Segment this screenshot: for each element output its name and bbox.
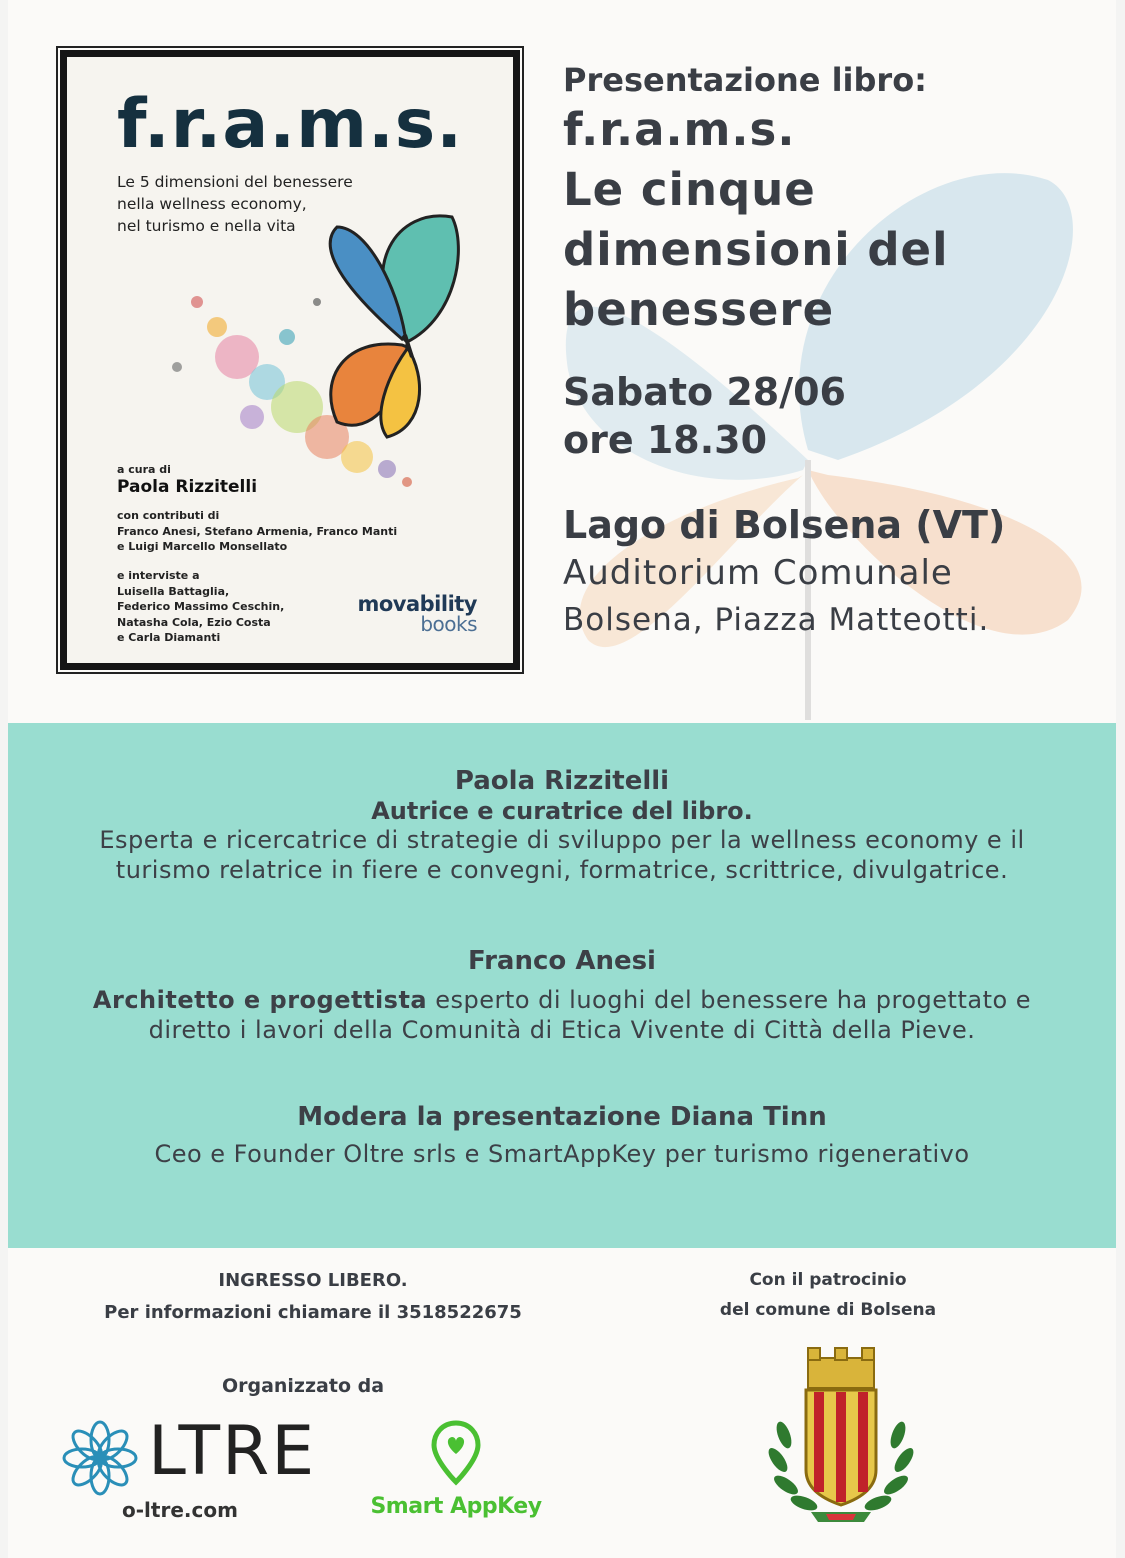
speaker-2-desc-wrap [48, 985, 1076, 1045]
oltre-url: o-ltre.com [122, 1498, 238, 1522]
entry-info [48, 1265, 578, 1329]
organized-by-label: Organizzato da [221, 1375, 385, 1397]
smartappkey-logo [366, 1420, 546, 1519]
publisher-sub: books [420, 612, 477, 636]
book-subtitle: Le 5 dimensioni del benessere nella wellness economy, nel turismo e nella vita [117, 173, 353, 235]
title-line-4: benessere [563, 283, 835, 336]
moderator-desc: Ceo e Founder Oltre srls e SmartAppKey per turismo rigenerativo [154, 1140, 970, 1168]
event-header [563, 60, 1103, 643]
butterfly-illustration-icon [157, 207, 487, 497]
patronage-info [648, 1265, 1008, 1325]
title-line-1: f.r.a.m.s. [563, 103, 796, 156]
patronage-line-1: Con il patrocinio [749, 1270, 907, 1290]
oltre-flower-icon [60, 1418, 140, 1498]
oltre-wordmark: LTRE [148, 1412, 317, 1491]
speaker-2-desc: esperto di luoghi del benessere ha progettato e diretto i lavori della Comunità di Etica Vivente di Città della Pieve. [148, 986, 1032, 1044]
speaker-block-2 [48, 945, 1076, 1045]
title-line-2: Le cinque [563, 163, 816, 216]
speakers-panel [8, 723, 1116, 1248]
pre-title: Presentazione libro: [563, 61, 927, 99]
title-line-3: dimensioni del [563, 223, 949, 276]
publisher-name: movability [357, 592, 477, 616]
patronage-line-2: del comune di Bolsena [719, 1300, 937, 1320]
speaker-2-role: Architetto e progettista [92, 986, 428, 1014]
speaker-block-3 [48, 1101, 1076, 1169]
speaker-1-role: Autrice e curatrice del libro. [371, 797, 753, 825]
location-heart-icon [431, 1420, 481, 1486]
smartappkey-label: Smart AppKey [370, 1494, 542, 1519]
event-time: ore 18.30 [563, 418, 768, 462]
book-cover [60, 50, 520, 670]
book-contributors: con contributi di Franco Anesi, Stefano Armenia, Franco Manti e Luigi Marcello Monsellato [117, 509, 398, 553]
speaker-1-desc: Esperta e ricercatrice di strategie di sviluppo per la wellness economy e il turismo relatrice in fiere e convegni, formatrice, scrittrice, divulgatrice. [99, 826, 1025, 884]
event-poster [8, 0, 1116, 1558]
book-title: f.r.a.m.s. [117, 85, 464, 164]
event-venue: Lago di Bolsena (VT) [563, 503, 1006, 547]
book-interviews: e interviste a Luisella Battaglia, Federico Massimo Ceschin, Natasha Cola, Ezio Costa e Carla Diamanti [117, 569, 285, 644]
moderator-name: Modera la presentazione Diana Tinn [297, 1102, 827, 1132]
bolsena-crest-icon [756, 1340, 926, 1530]
entry-label: INGRESSO LIBERO. [218, 1270, 408, 1291]
oltre-logo [60, 1412, 317, 1522]
speaker-1-name: Paola Rizzitelli [454, 766, 670, 796]
speaker-2-name: Franco Anesi [468, 946, 656, 976]
speaker-block-1 [68, 765, 1056, 885]
event-date: Sabato 28/06 [563, 370, 846, 414]
book-edited-by-label: a cura di [117, 463, 171, 476]
book-author: Paola Rizzitelli [117, 477, 258, 497]
contact-info: Per informazioni chiamare il 3518522675 [104, 1302, 522, 1323]
publisher-logo [357, 592, 477, 636]
event-auditorium: Auditorium Comunale [563, 553, 953, 593]
event-location: Bolsena, Piazza Matteotti. [563, 602, 990, 638]
